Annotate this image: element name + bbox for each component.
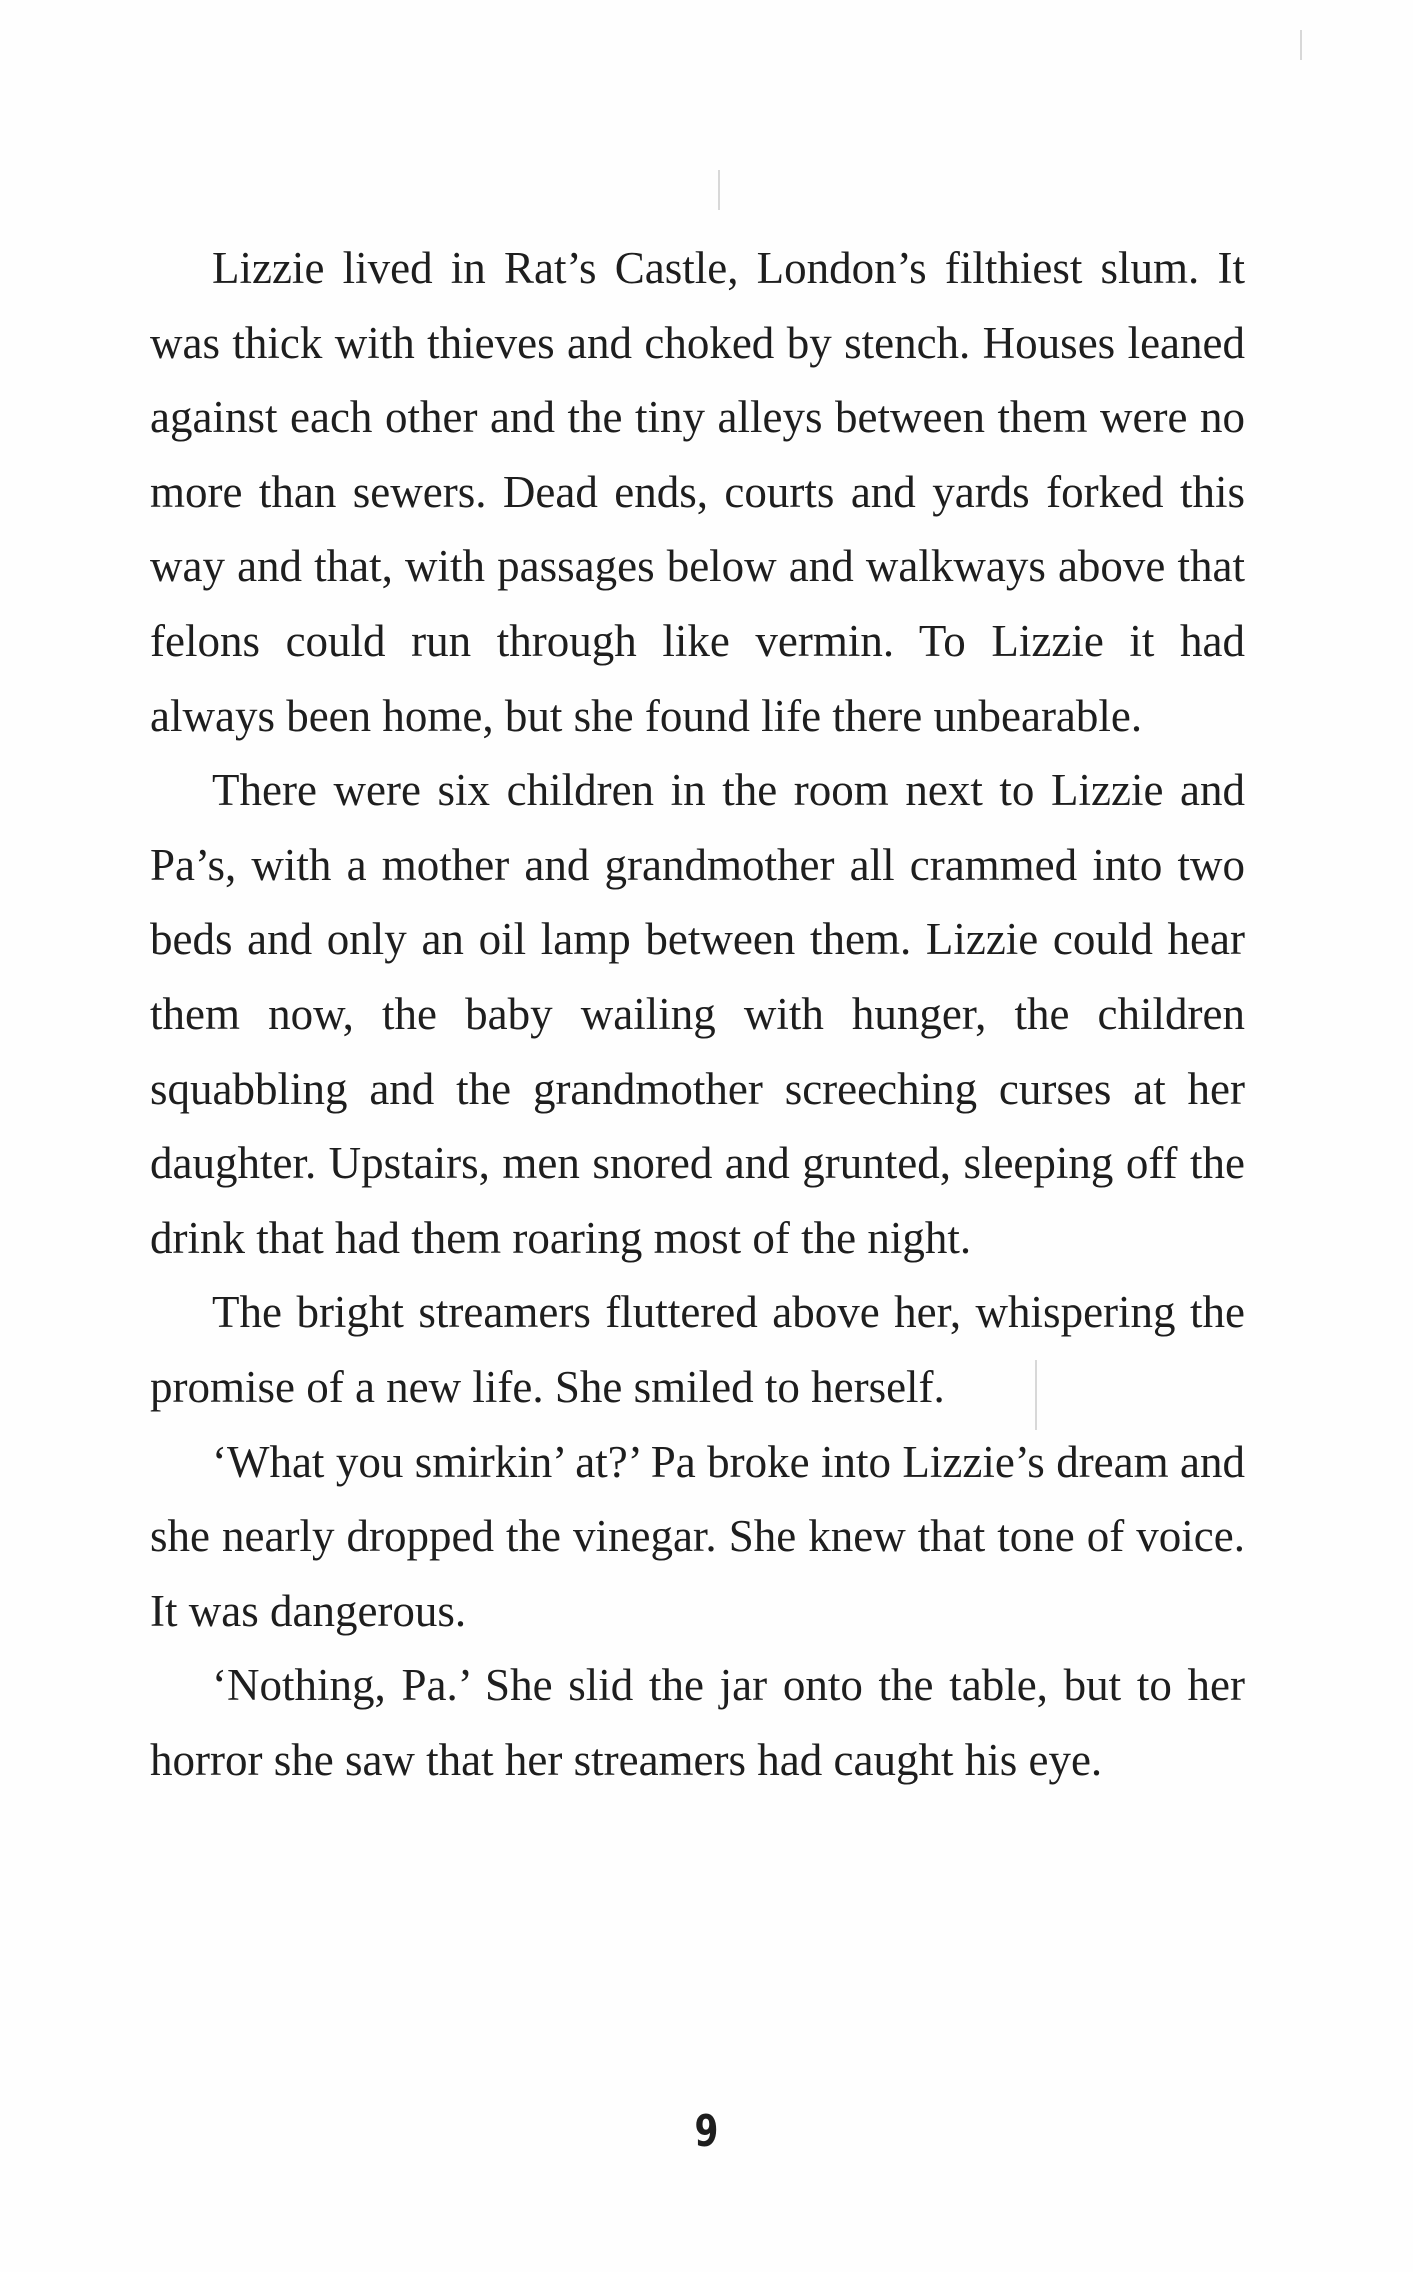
paragraph: Lizzie lived in Rat’s Castle, London’s filthiest slum. It was thick with thieves and choked by stench. Houses leaned against each other and the tiny alleys between them were no more than sewers. Dead ends, courts and yards forked this way and that, with passages below and walkways above that felons could run through like vermin. To Lizzie it had always been home, but she found life there unbearable. [150, 243, 1245, 741]
paragraph: There were six children in the room next to Lizzie and Pa’s, with a mother and grandmother all crammed into two beds and only an oil lamp between them. Lizzie could hear them now, the baby wailing with hunger, the children squabbling and the grandmother screeching curses at her daughter. Upstairs, men snored and grunted, sleeping off the drink that had them roaring most of the night. [150, 765, 1245, 1263]
paragraph: The bright streamers fluttered above her, whispering the promise of a new life. She smiled to herself. [150, 1287, 1245, 1412]
scan-artifact-line [1300, 30, 1302, 60]
body-text [150, 231, 1245, 1797]
paragraph: ‘Nothing, Pa.’ She slid the jar onto the table, but to her horror she saw that her streamers had caught his eye. [150, 1660, 1245, 1785]
scan-artifact-line [718, 170, 720, 210]
page-number: 9 [694, 2106, 719, 2157]
paragraph: ‘What you smirkin’ at?’ Pa broke into Lizzie’s dream and she nearly dropped the vinegar. She knew that tone of voice. It was dangerous. [150, 1436, 1245, 1636]
